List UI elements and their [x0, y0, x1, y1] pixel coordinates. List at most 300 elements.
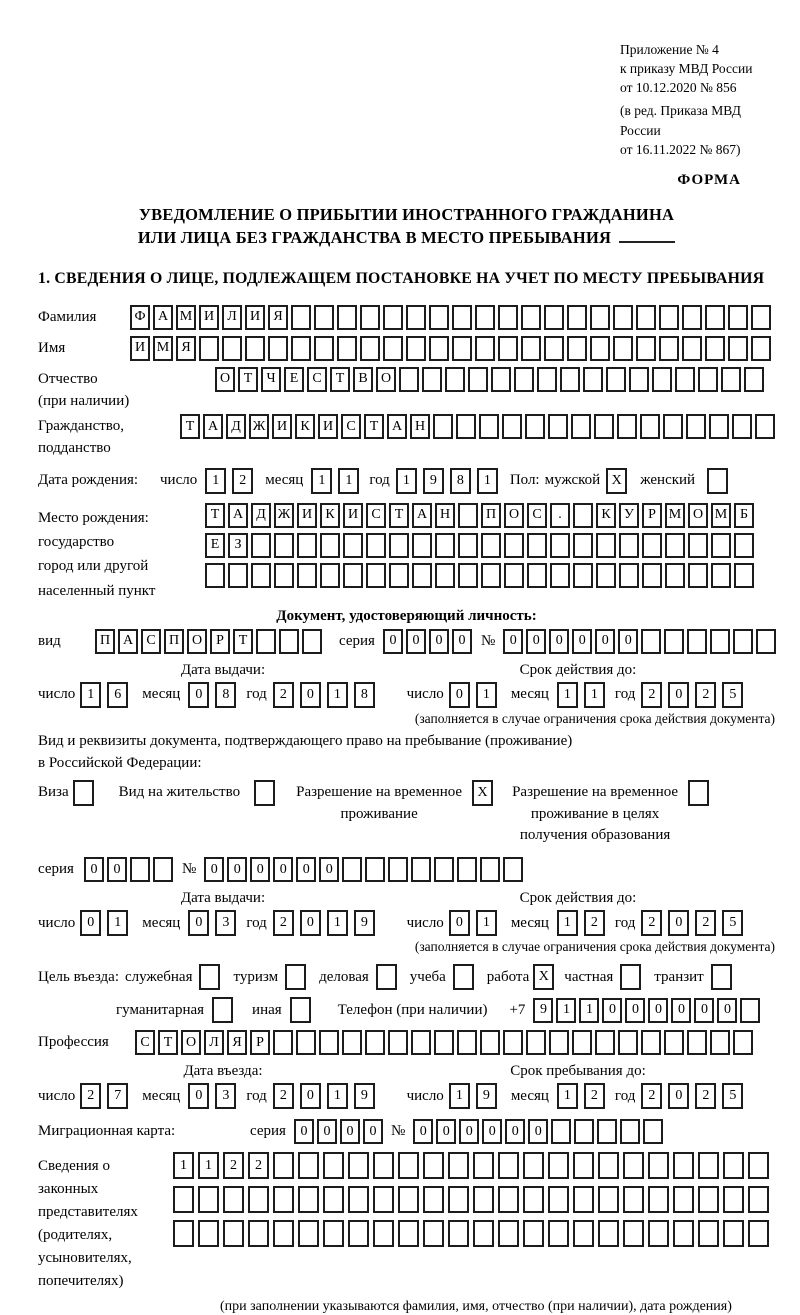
birth-place-cell[interactable] [435, 533, 455, 558]
birth-place-cell[interactable] [504, 563, 524, 588]
doc-valid-year-cell[interactable]: 0 [668, 682, 689, 708]
name-cell[interactable] [544, 336, 564, 361]
birth-place-cell[interactable] [297, 563, 317, 588]
visa-checkbox-cell[interactable] [73, 780, 94, 806]
name-cell[interactable]: М [153, 336, 173, 361]
surname-cell[interactable] [429, 305, 449, 330]
surname-cell[interactable]: И [245, 305, 265, 330]
birth-place-cell[interactable] [527, 563, 547, 588]
citizenship-cell[interactable] [640, 414, 660, 439]
citizenship-cell[interactable]: Ж [249, 414, 269, 439]
birth-place-cell[interactable]: М [665, 503, 685, 528]
doc-kind-cell[interactable]: П [95, 629, 115, 654]
res-valid-month-cell[interactable]: 1 [557, 910, 578, 936]
stay-year-cell[interactable]: 5 [722, 1083, 743, 1109]
citizenship-cell[interactable] [617, 414, 637, 439]
representative-cell[interactable] [448, 1220, 469, 1247]
humanitarian-checkbox-cell[interactable] [212, 997, 233, 1023]
representative-cell[interactable] [423, 1186, 444, 1213]
doc-number-cell[interactable]: 0 [526, 629, 546, 654]
citizenship-cell[interactable] [709, 414, 729, 439]
citizenship-cell[interactable] [755, 414, 775, 439]
birth-place-cell[interactable] [251, 533, 271, 558]
surname-cell[interactable] [291, 305, 311, 330]
surname-cell[interactable] [452, 305, 472, 330]
patronymic-cell[interactable]: В [353, 367, 373, 392]
business-checkbox[interactable] [376, 964, 400, 990]
profession-cell[interactable] [618, 1030, 638, 1055]
doc-number-field[interactable] [503, 629, 779, 654]
profession-cell[interactable]: С [135, 1030, 155, 1055]
representative-cell[interactable] [623, 1220, 644, 1247]
birth-year-field[interactable] [396, 468, 504, 494]
phone-cell[interactable]: 0 [694, 998, 714, 1023]
name-cell[interactable] [636, 336, 656, 361]
profession-cell[interactable]: Т [158, 1030, 178, 1055]
representative-cell[interactable] [473, 1186, 494, 1213]
profession-cell[interactable] [503, 1030, 523, 1055]
patronymic-cell[interactable] [537, 367, 557, 392]
residence-number-cell[interactable] [365, 857, 385, 882]
birth-place-cell[interactable]: М [711, 503, 731, 528]
res-valid-day-cell[interactable]: 0 [449, 910, 470, 936]
birth-place-cell[interactable] [320, 563, 340, 588]
citizenship-cell[interactable]: С [341, 414, 361, 439]
doc-valid-month-cell[interactable]: 1 [557, 682, 578, 708]
migration-number-cell[interactable]: 0 [505, 1119, 525, 1144]
temp-residence-checkbox-cell[interactable]: X [472, 780, 493, 806]
res-valid-year-cell[interactable]: 2 [641, 910, 662, 936]
citizenship-cell[interactable] [456, 414, 476, 439]
birth-place-cell[interactable] [412, 533, 432, 558]
doc-valid-year-cell[interactable]: 5 [722, 682, 743, 708]
patronymic-cell[interactable]: Ч [261, 367, 281, 392]
doc-issue-year-cell[interactable]: 0 [300, 682, 321, 708]
doc-kind-cell[interactable]: Т [233, 629, 253, 654]
birth-place-cell[interactable] [320, 533, 340, 558]
temp-residence-edu-checkbox-cell[interactable] [688, 780, 709, 806]
surname-cell[interactable] [728, 305, 748, 330]
residence-number-cell[interactable]: 0 [296, 857, 316, 882]
surname-cell[interactable]: А [153, 305, 173, 330]
representative-cell[interactable] [223, 1186, 244, 1213]
representative-cell[interactable] [398, 1186, 419, 1213]
representative-cell[interactable] [498, 1220, 519, 1247]
doc-valid-year-cell[interactable]: 2 [641, 682, 662, 708]
birth-place-cell[interactable] [619, 563, 639, 588]
work-checkbox[interactable] [533, 964, 557, 990]
representative-cell[interactable]: 1 [173, 1152, 194, 1179]
representative-cell[interactable] [273, 1152, 294, 1179]
representative-cell[interactable] [423, 1152, 444, 1179]
entry-month-cell[interactable]: 0 [188, 1083, 209, 1109]
res-issue-year-cell[interactable]: 2 [273, 910, 294, 936]
birth-place-cell[interactable] [366, 563, 386, 588]
birth-month-field[interactable] [311, 468, 365, 494]
doc-issue-year-field[interactable] [273, 682, 381, 708]
birth-place-cell[interactable] [734, 563, 754, 588]
representative-cell[interactable] [373, 1186, 394, 1213]
doc-issue-year-cell[interactable]: 2 [273, 682, 294, 708]
surname-cell[interactable]: И [199, 305, 219, 330]
representative-cell[interactable] [173, 1220, 194, 1247]
phone-cell[interactable]: 0 [602, 998, 622, 1023]
name-cell[interactable] [429, 336, 449, 361]
representative-cell[interactable] [698, 1186, 719, 1213]
representatives-field-row3[interactable] [173, 1220, 773, 1247]
transit-checkbox[interactable] [711, 964, 735, 990]
citizenship-cell[interactable] [525, 414, 545, 439]
citizenship-cell[interactable]: Н [410, 414, 430, 439]
stay-day-cell[interactable]: 9 [476, 1083, 497, 1109]
migration-number-cell[interactable]: 0 [459, 1119, 479, 1144]
patronymic-cell[interactable] [514, 367, 534, 392]
doc-valid-day-field[interactable] [449, 682, 503, 708]
birth-place-cell[interactable] [596, 563, 616, 588]
birth-place-cell[interactable]: О [688, 503, 708, 528]
residence-number-field[interactable] [204, 857, 526, 882]
birth-year-cell[interactable]: 8 [450, 468, 471, 494]
residence-permit-checkbox[interactable] [254, 780, 278, 806]
doc-series-cell[interactable]: 0 [406, 629, 426, 654]
phone-cell[interactable]: 9 [533, 998, 553, 1023]
representative-cell[interactable] [598, 1186, 619, 1213]
representative-cell[interactable] [298, 1220, 319, 1247]
official-checkbox[interactable] [199, 964, 223, 990]
birth-place-field-row3[interactable] [205, 563, 757, 588]
migration-series-cell[interactable]: 0 [340, 1119, 360, 1144]
doc-kind-cell[interactable] [256, 629, 276, 654]
birth-place-cell[interactable]: Р [642, 503, 662, 528]
profession-cell[interactable] [641, 1030, 661, 1055]
res-issue-month-cell[interactable]: 0 [188, 910, 209, 936]
res-valid-month-cell[interactable]: 2 [584, 910, 605, 936]
name-cell[interactable] [291, 336, 311, 361]
doc-number-cell[interactable] [756, 629, 776, 654]
birth-place-cell[interactable] [665, 533, 685, 558]
citizenship-cell[interactable] [479, 414, 499, 439]
representative-cell[interactable] [398, 1152, 419, 1179]
birth-year-cell[interactable]: 1 [396, 468, 417, 494]
birth-place-cell[interactable] [504, 533, 524, 558]
birth-place-cell[interactable]: С [366, 503, 386, 528]
stay-day-cell[interactable]: 1 [449, 1083, 470, 1109]
representative-cell[interactable] [723, 1152, 744, 1179]
representative-cell[interactable] [548, 1220, 569, 1247]
migration-number-cell[interactable] [643, 1119, 663, 1144]
profession-cell[interactable] [388, 1030, 408, 1055]
representative-cell[interactable] [323, 1152, 344, 1179]
birth-month-cell[interactable]: 1 [311, 468, 332, 494]
name-cell[interactable] [498, 336, 518, 361]
other-checkbox[interactable] [290, 997, 314, 1023]
res-issue-year-cell[interactable]: 1 [327, 910, 348, 936]
surname-cell[interactable] [590, 305, 610, 330]
patronymic-cell[interactable]: Т [238, 367, 258, 392]
representative-cell[interactable] [573, 1220, 594, 1247]
surname-cell[interactable] [337, 305, 357, 330]
birth-place-cell[interactable]: И [343, 503, 363, 528]
representative-cell[interactable] [573, 1152, 594, 1179]
representative-cell[interactable] [523, 1220, 544, 1247]
doc-issue-month-cell[interactable]: 0 [188, 682, 209, 708]
profession-cell[interactable] [710, 1030, 730, 1055]
birth-day-field[interactable] [205, 468, 259, 494]
representative-cell[interactable] [298, 1152, 319, 1179]
surname-cell[interactable] [406, 305, 426, 330]
profession-cell[interactable]: Р [250, 1030, 270, 1055]
doc-kind-cell[interactable]: С [141, 629, 161, 654]
citizenship-cell[interactable]: Т [180, 414, 200, 439]
patronymic-cell[interactable]: С [307, 367, 327, 392]
representative-cell[interactable] [548, 1152, 569, 1179]
migration-number-cell[interactable]: 0 [413, 1119, 433, 1144]
birth-place-cell[interactable] [205, 563, 225, 588]
residence-number-cell[interactable] [342, 857, 362, 882]
doc-valid-day-cell[interactable]: 1 [476, 682, 497, 708]
res-issue-month-field[interactable] [188, 910, 242, 936]
transit-checkbox-cell[interactable] [711, 964, 732, 990]
stay-year-cell[interactable]: 2 [695, 1083, 716, 1109]
name-cell[interactable] [590, 336, 610, 361]
female-checkbox[interactable] [707, 468, 731, 494]
entry-day-field[interactable] [80, 1083, 134, 1109]
doc-series-cell[interactable]: 0 [383, 629, 403, 654]
residence-series-field[interactable] [84, 857, 176, 882]
birth-place-cell[interactable]: Ж [274, 503, 294, 528]
humanitarian-checkbox[interactable] [212, 997, 236, 1023]
surname-cell[interactable]: М [176, 305, 196, 330]
patronymic-cell[interactable]: О [376, 367, 396, 392]
representative-cell[interactable] [748, 1152, 769, 1179]
representative-cell[interactable] [198, 1220, 219, 1247]
doc-kind-field[interactable] [95, 629, 325, 654]
phone-cell[interactable]: 0 [648, 998, 668, 1023]
birth-place-cell[interactable]: Б [734, 503, 754, 528]
birth-day-cell[interactable]: 1 [205, 468, 226, 494]
representative-cell[interactable] [698, 1220, 719, 1247]
migration-number-cell[interactable] [597, 1119, 617, 1144]
stay-month-field[interactable] [557, 1083, 611, 1109]
migration-series-cell[interactable]: 0 [363, 1119, 383, 1144]
doc-number-cell[interactable]: 0 [549, 629, 569, 654]
profession-cell[interactable]: Я [227, 1030, 247, 1055]
doc-series-cell[interactable]: 0 [452, 629, 472, 654]
res-valid-year-cell[interactable]: 5 [722, 910, 743, 936]
surname-cell[interactable] [636, 305, 656, 330]
profession-cell[interactable]: Л [204, 1030, 224, 1055]
birth-place-cell[interactable]: Н [435, 503, 455, 528]
birth-place-cell[interactable] [458, 533, 478, 558]
representative-cell[interactable] [448, 1152, 469, 1179]
residence-series-cell[interactable]: 0 [107, 857, 127, 882]
representative-cell[interactable] [623, 1186, 644, 1213]
doc-number-cell[interactable]: 0 [618, 629, 638, 654]
residence-number-cell[interactable] [411, 857, 431, 882]
birth-place-cell[interactable]: Д [251, 503, 271, 528]
representative-cell[interactable] [198, 1186, 219, 1213]
patronymic-cell[interactable] [629, 367, 649, 392]
doc-valid-year-field[interactable] [641, 682, 749, 708]
entry-day-cell[interactable]: 7 [107, 1083, 128, 1109]
patronymic-cell[interactable] [721, 367, 741, 392]
representative-cell[interactable] [673, 1152, 694, 1179]
representative-cell[interactable] [473, 1152, 494, 1179]
profession-cell[interactable] [342, 1030, 362, 1055]
patronymic-cell[interactable]: О [215, 367, 235, 392]
name-cell[interactable] [659, 336, 679, 361]
birth-place-cell[interactable]: К [596, 503, 616, 528]
profession-cell[interactable] [595, 1030, 615, 1055]
birth-place-cell[interactable] [573, 533, 593, 558]
citizenship-cell[interactable]: И [272, 414, 292, 439]
res-issue-day-cell[interactable]: 1 [107, 910, 128, 936]
profession-cell[interactable] [411, 1030, 431, 1055]
phone-cell[interactable]: 0 [717, 998, 737, 1023]
entry-day-cell[interactable]: 2 [80, 1083, 101, 1109]
representative-cell[interactable] [373, 1220, 394, 1247]
name-cell[interactable] [199, 336, 219, 361]
name-cell[interactable] [475, 336, 495, 361]
birth-place-cell[interactable]: Т [389, 503, 409, 528]
citizenship-cell[interactable] [502, 414, 522, 439]
birth-place-cell[interactable] [251, 563, 271, 588]
representative-cell[interactable] [423, 1220, 444, 1247]
birth-place-cell[interactable] [228, 563, 248, 588]
stay-year-cell[interactable]: 2 [641, 1083, 662, 1109]
birth-year-cell[interactable]: 1 [477, 468, 498, 494]
representative-cell[interactable] [448, 1186, 469, 1213]
birth-year-cell[interactable]: 9 [423, 468, 444, 494]
residence-number-cell[interactable]: 0 [227, 857, 247, 882]
name-cell[interactable] [383, 336, 403, 361]
name-cell[interactable] [245, 336, 265, 361]
res-valid-day-cell[interactable]: 1 [476, 910, 497, 936]
birth-place-cell[interactable] [550, 533, 570, 558]
representative-cell[interactable] [323, 1186, 344, 1213]
migration-number-field[interactable] [413, 1119, 666, 1144]
representative-cell[interactable]: 2 [248, 1152, 269, 1179]
profession-cell[interactable] [457, 1030, 477, 1055]
res-issue-day-cell[interactable]: 0 [80, 910, 101, 936]
patronymic-cell[interactable] [468, 367, 488, 392]
birth-place-cell[interactable] [642, 533, 662, 558]
doc-issue-day-cell[interactable]: 6 [107, 682, 128, 708]
res-issue-year-cell[interactable]: 0 [300, 910, 321, 936]
birth-place-cell[interactable] [596, 533, 616, 558]
patronymic-cell[interactable] [744, 367, 764, 392]
profession-cell[interactable] [434, 1030, 454, 1055]
representative-cell[interactable] [223, 1220, 244, 1247]
patronymic-cell[interactable] [698, 367, 718, 392]
representative-cell[interactable] [248, 1220, 269, 1247]
entry-year-cell[interactable]: 0 [300, 1083, 321, 1109]
doc-issue-month-field[interactable] [188, 682, 242, 708]
official-checkbox-cell[interactable] [199, 964, 220, 990]
surname-cell[interactable] [314, 305, 334, 330]
citizenship-cell[interactable]: Т [364, 414, 384, 439]
birth-place-cell[interactable] [366, 533, 386, 558]
surname-cell[interactable] [521, 305, 541, 330]
surname-cell[interactable]: Я [268, 305, 288, 330]
citizenship-cell[interactable]: Д [226, 414, 246, 439]
birth-place-cell[interactable] [274, 533, 294, 558]
doc-issue-day-cell[interactable]: 1 [80, 682, 101, 708]
birth-place-cell[interactable] [435, 563, 455, 588]
representative-cell[interactable] [648, 1152, 669, 1179]
profession-cell[interactable] [572, 1030, 592, 1055]
birth-place-cell[interactable] [343, 563, 363, 588]
birth-place-cell[interactable]: . [550, 503, 570, 528]
residence-permit-checkbox-cell[interactable] [254, 780, 275, 806]
representative-cell[interactable] [573, 1186, 594, 1213]
representative-cell[interactable]: 1 [198, 1152, 219, 1179]
citizenship-field[interactable] [180, 414, 778, 439]
representative-cell[interactable] [748, 1220, 769, 1247]
res-valid-month-field[interactable] [557, 910, 611, 936]
business-checkbox-cell[interactable] [376, 964, 397, 990]
tourism-checkbox[interactable] [285, 964, 309, 990]
doc-number-cell[interactable] [664, 629, 684, 654]
birth-place-cell[interactable]: С [527, 503, 547, 528]
doc-valid-month-cell[interactable]: 1 [584, 682, 605, 708]
surname-cell[interactable] [682, 305, 702, 330]
res-issue-day-field[interactable] [80, 910, 134, 936]
representative-cell[interactable] [273, 1186, 294, 1213]
profession-cell[interactable] [526, 1030, 546, 1055]
birth-place-cell[interactable]: А [228, 503, 248, 528]
name-cell[interactable] [613, 336, 633, 361]
birth-place-field-row1[interactable] [205, 503, 757, 528]
doc-valid-year-cell[interactable]: 2 [695, 682, 716, 708]
profession-cell[interactable] [687, 1030, 707, 1055]
surname-cell[interactable] [383, 305, 403, 330]
profession-cell[interactable]: О [181, 1030, 201, 1055]
private-checkbox[interactable] [620, 964, 644, 990]
entry-year-cell[interactable]: 1 [327, 1083, 348, 1109]
migration-series-field[interactable] [294, 1119, 386, 1144]
name-cell[interactable] [567, 336, 587, 361]
birth-place-cell[interactable]: Т [205, 503, 225, 528]
profession-cell[interactable] [549, 1030, 569, 1055]
birth-place-cell[interactable] [665, 563, 685, 588]
birth-place-cell[interactable] [481, 563, 501, 588]
representative-cell[interactable] [598, 1220, 619, 1247]
citizenship-cell[interactable]: К [295, 414, 315, 439]
stay-year-cell[interactable]: 0 [668, 1083, 689, 1109]
citizenship-cell[interactable]: А [203, 414, 223, 439]
doc-kind-cell[interactable]: П [164, 629, 184, 654]
residence-number-cell[interactable]: 0 [273, 857, 293, 882]
migration-number-cell[interactable]: 0 [436, 1119, 456, 1144]
citizenship-cell[interactable] [548, 414, 568, 439]
birth-place-cell[interactable] [550, 563, 570, 588]
entry-year-cell[interactable]: 9 [354, 1083, 375, 1109]
birth-place-cell[interactable] [527, 533, 547, 558]
entry-year-cell[interactable]: 2 [273, 1083, 294, 1109]
other-checkbox-cell[interactable] [290, 997, 311, 1023]
birth-place-cell[interactable] [389, 563, 409, 588]
representative-cell[interactable] [623, 1152, 644, 1179]
temp-residence-checkbox[interactable] [472, 780, 496, 806]
birth-place-cell[interactable] [573, 503, 593, 528]
study-checkbox-cell[interactable] [453, 964, 474, 990]
name-cell[interactable] [521, 336, 541, 361]
res-issue-year-cell[interactable]: 9 [354, 910, 375, 936]
migration-number-cell[interactable]: 0 [482, 1119, 502, 1144]
representative-cell[interactable] [673, 1186, 694, 1213]
phone-cell[interactable]: 1 [579, 998, 599, 1023]
